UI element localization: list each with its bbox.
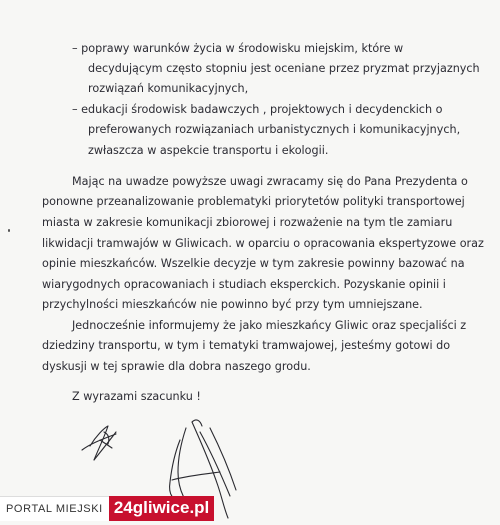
stray-ink-mark: [8, 229, 10, 232]
portal-watermark: [0, 496, 214, 521]
paragraph-line-4: likwidacji tramwajów w Gliwicach. w oparciu o opracowania ekspertyzowe oraz: [42, 237, 484, 250]
paragraph-line-10: dyskusji w tej sprawie dla dobra naszego grodu.: [42, 360, 311, 373]
bullet-line-2: decydującym często stopniu jest oceniane przez pryzmat przyjaznych: [88, 62, 480, 75]
paragraph-line-5: opinie mieszkańców. Wszelkie decyzje w tym zakresie powinny bazować na: [42, 257, 465, 270]
watermark-brand-logo: 24gliwice.pl: [109, 496, 214, 521]
paragraph-line-6: wiarygodnych opracowaniach i studiach eksperckich. Pozyskanie opinii i: [42, 278, 446, 291]
paragraph-line-9: dziedziny transportu, w tym i tematyki tramwajowej, jesteśmy gotowi do: [42, 339, 451, 352]
bullet-line-5: preferowanych rozwiązaniach urbanistycznych i komunikacyjnych,: [88, 123, 461, 136]
paragraph-line-8: Jednocześnie informujemy że jako mieszkańcy Gliwic oraz specjaliści z: [72, 319, 467, 332]
paragraph-line-2: ponowne przeanalizowanie problematyki priorytetów polityki transportowej: [42, 195, 465, 208]
bullet-line-3: rozwiązań komunikacyjnych,: [88, 82, 249, 95]
watermark-portal-label: PORTAL MIEJSKI: [0, 496, 109, 521]
paragraph-line-7: przychylności mieszkańców nie powinno być przy tym umniejszane.: [42, 298, 423, 311]
paragraph-line-3: miasta w zakresie komunikacji zbiorowej i rozważenie na tym tle zamiaru: [42, 216, 453, 229]
closing-line: Z wyrazami szacunku !: [72, 390, 201, 403]
bullet-line-6: zwłaszcza w aspekcie transportu i ekologii.: [88, 144, 329, 157]
paragraph-line-1: Mając na uwadze powyższe uwagi zwracamy się do Pana Prezydenta o: [72, 175, 468, 188]
bullet-line-1: – poprawy warunków życia w środowisku miejskim, które w: [72, 42, 404, 55]
signature-left: [82, 426, 116, 460]
bullet-line-4: – edukacji środowisk badawczych , projektowych i decydenckich o: [72, 103, 443, 116]
